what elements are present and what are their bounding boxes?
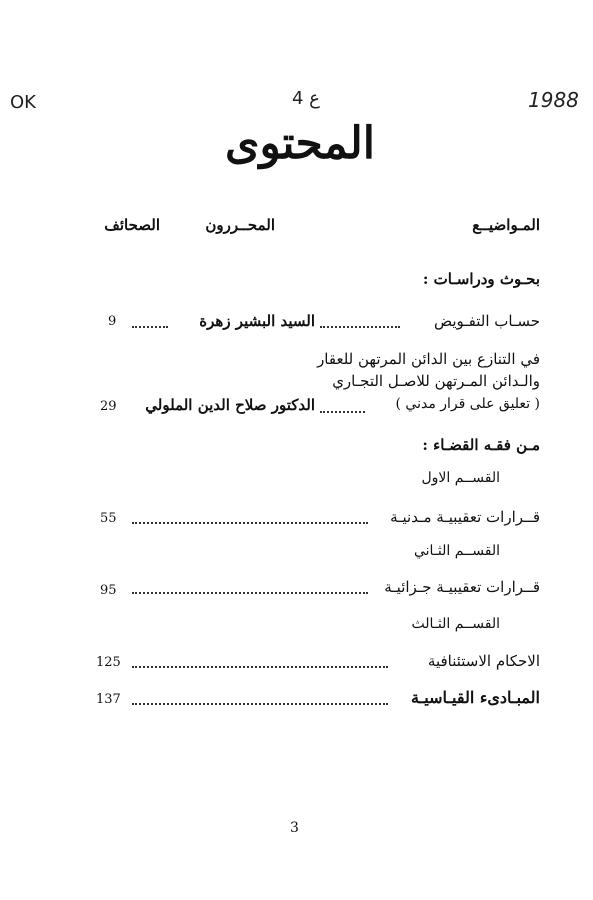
entry-title-line: في التنازع بين الدائن المرتهن للعقار (317, 350, 540, 368)
entry-page: 137 (96, 692, 121, 707)
entry-author: الدكتور صلاح الدين الملولي (145, 396, 315, 414)
part-label: القســم الثـالث (411, 616, 500, 632)
page-number: 3 (290, 820, 299, 836)
entry-title: قــرارات تعقيبيـة جـزائيـة (384, 578, 540, 596)
entry-title: الاحكام الاستئنافية (427, 652, 540, 670)
part-label: القســم الاول (421, 470, 500, 486)
handwritten-ok: OK (10, 92, 36, 113)
dot-leader (132, 666, 388, 668)
dot-leader (132, 703, 388, 705)
entry-title: حسـاب التفـويض (433, 312, 540, 330)
entry-author: السيد البشير زهرة (199, 312, 315, 330)
entry-title: المبـادىء القيـاسيـة (410, 688, 540, 707)
page-title: المحتوى (225, 118, 375, 169)
entry-title-line: ( تعليق على قرار مدني ) (395, 396, 540, 412)
section-heading-jurisprudence: مـن فقـه القضـاء : (422, 436, 540, 454)
entry-page: 125 (96, 655, 121, 670)
dot-leader (320, 326, 400, 328)
handwritten-year: 1988 (528, 88, 579, 112)
header-topics: المـواضيــع (472, 216, 540, 234)
header-editors: المحــررون (205, 216, 275, 234)
part-label: القســم الثـاني (413, 543, 500, 559)
handwritten-issue-number: ع 4 (292, 88, 320, 109)
entry-page: 55 (100, 511, 117, 526)
entry-page: 9 (108, 314, 117, 329)
entry-page: 95 (100, 583, 117, 598)
entry-page: 29 (100, 399, 117, 414)
entry-title-line: والـدائن المـرتهن للاصـل التجـاري (332, 372, 540, 390)
dot-leader (132, 326, 168, 328)
dot-leader (132, 522, 368, 524)
dot-leader (320, 411, 365, 413)
section-heading-research: بحـوث ودراسـات : (422, 270, 540, 288)
header-pages: الصحائف (104, 216, 160, 234)
entry-title: قــرارات تعقيبيـة مـدنيـة (390, 508, 540, 526)
dot-leader (132, 592, 368, 594)
